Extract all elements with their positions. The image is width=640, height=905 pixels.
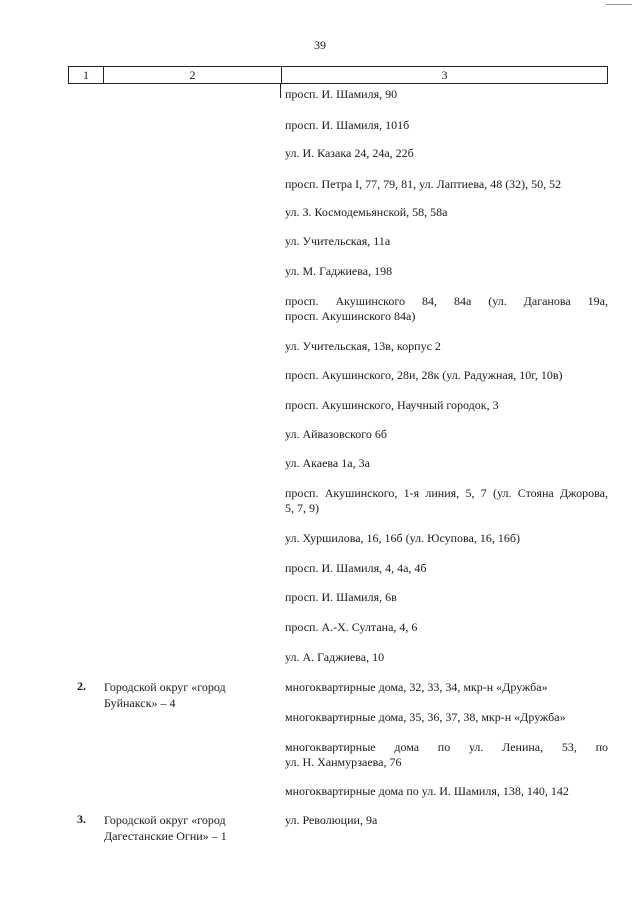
address-line: ул. А. Гаджиева, 10 bbox=[285, 650, 385, 664]
address-line: ул. Акаева 1а, 3а bbox=[285, 456, 370, 470]
table-header bbox=[68, 66, 608, 84]
address-line: ул. М. Гаджиева, 198 bbox=[285, 264, 393, 278]
address-line: просп. И. Шамиля, 6в bbox=[285, 590, 397, 604]
address-line: просп. Акушинского, 28и, 28к (ул. Радужная, 10г, 10в) bbox=[285, 368, 563, 382]
district-name-line: Буйнакск» – 4 bbox=[104, 696, 176, 710]
address-line: просп. И. Шамиля, 101б bbox=[285, 118, 410, 132]
header-col-2: 2 bbox=[104, 67, 282, 83]
address-line: просп. И. Шамиля, 90 bbox=[285, 87, 398, 101]
address-line: просп. Акушинского, Научный городок, 3 bbox=[285, 398, 499, 412]
scan-mark bbox=[606, 4, 632, 5]
district-name-line: Городской округ «город bbox=[104, 680, 226, 694]
district-name-line: Дагестанские Огни» – 1 bbox=[104, 829, 227, 843]
header-col-3: 3 bbox=[441, 67, 448, 82]
address-line: просп. Акушинского, 1-я линия, 5, 7 (ул. Стояна Джорова, bbox=[285, 486, 608, 500]
address-line: многоквартирные дома, 32, 33, 34, мкр-н «Дружба» bbox=[285, 680, 548, 694]
header-col-1: 1 bbox=[69, 67, 104, 83]
address-line: ул. Хуршилова, 16, 16б (ул. Юсупова, 16, 16б) bbox=[285, 531, 520, 545]
address-line: ул. З. Космодемьянской, 58, 58а bbox=[285, 205, 448, 219]
row-number: 3. bbox=[77, 812, 86, 826]
address-line: многоквартирные дома по ул. Ленина, 53, по bbox=[285, 740, 608, 754]
address-line: ул. И. Казака 24, 24а, 22б bbox=[285, 146, 414, 160]
address-line: ул. Учительская, 11а bbox=[285, 234, 391, 248]
row-number: 2. bbox=[77, 679, 86, 693]
address-line: ул. Революции, 9а bbox=[285, 813, 378, 827]
address-line: 5, 7, 9) bbox=[285, 501, 319, 515]
address-line: ул. Айвазовского 6б bbox=[285, 427, 387, 441]
address-line: просп. Акушинского 84, 84а (ул. Даганова 19а, bbox=[285, 294, 608, 308]
address-line: просп. И. Шамиля, 4, 4а, 4б bbox=[285, 561, 427, 575]
district-name bbox=[104, 812, 274, 844]
address-line: просп. Петра I, 77, 79, 81, ул. Лаптиева, 48 (32), 50, 52 bbox=[285, 177, 562, 191]
address-line: многоквартирные дома, 35, 36, 37, 38, мкр-н «Дружба» bbox=[285, 710, 566, 724]
address-line: просп. А.-Х. Султана, 4, 6 bbox=[285, 620, 418, 634]
address-line: многоквартирные дома по ул. И. Шамиля, 138, 140, 142 bbox=[285, 784, 569, 798]
address-line: просп. Акушинского 84а) bbox=[285, 309, 416, 323]
column-divider bbox=[280, 84, 281, 98]
district-name-line: Городской округ «город bbox=[104, 813, 226, 827]
address-line: ул. Н. Ханмурзаева, 76 bbox=[285, 755, 402, 769]
address-line: ул. Учительская, 13в, корпус 2 bbox=[285, 339, 441, 353]
district-name bbox=[104, 679, 274, 711]
page-number: 39 bbox=[314, 38, 326, 52]
